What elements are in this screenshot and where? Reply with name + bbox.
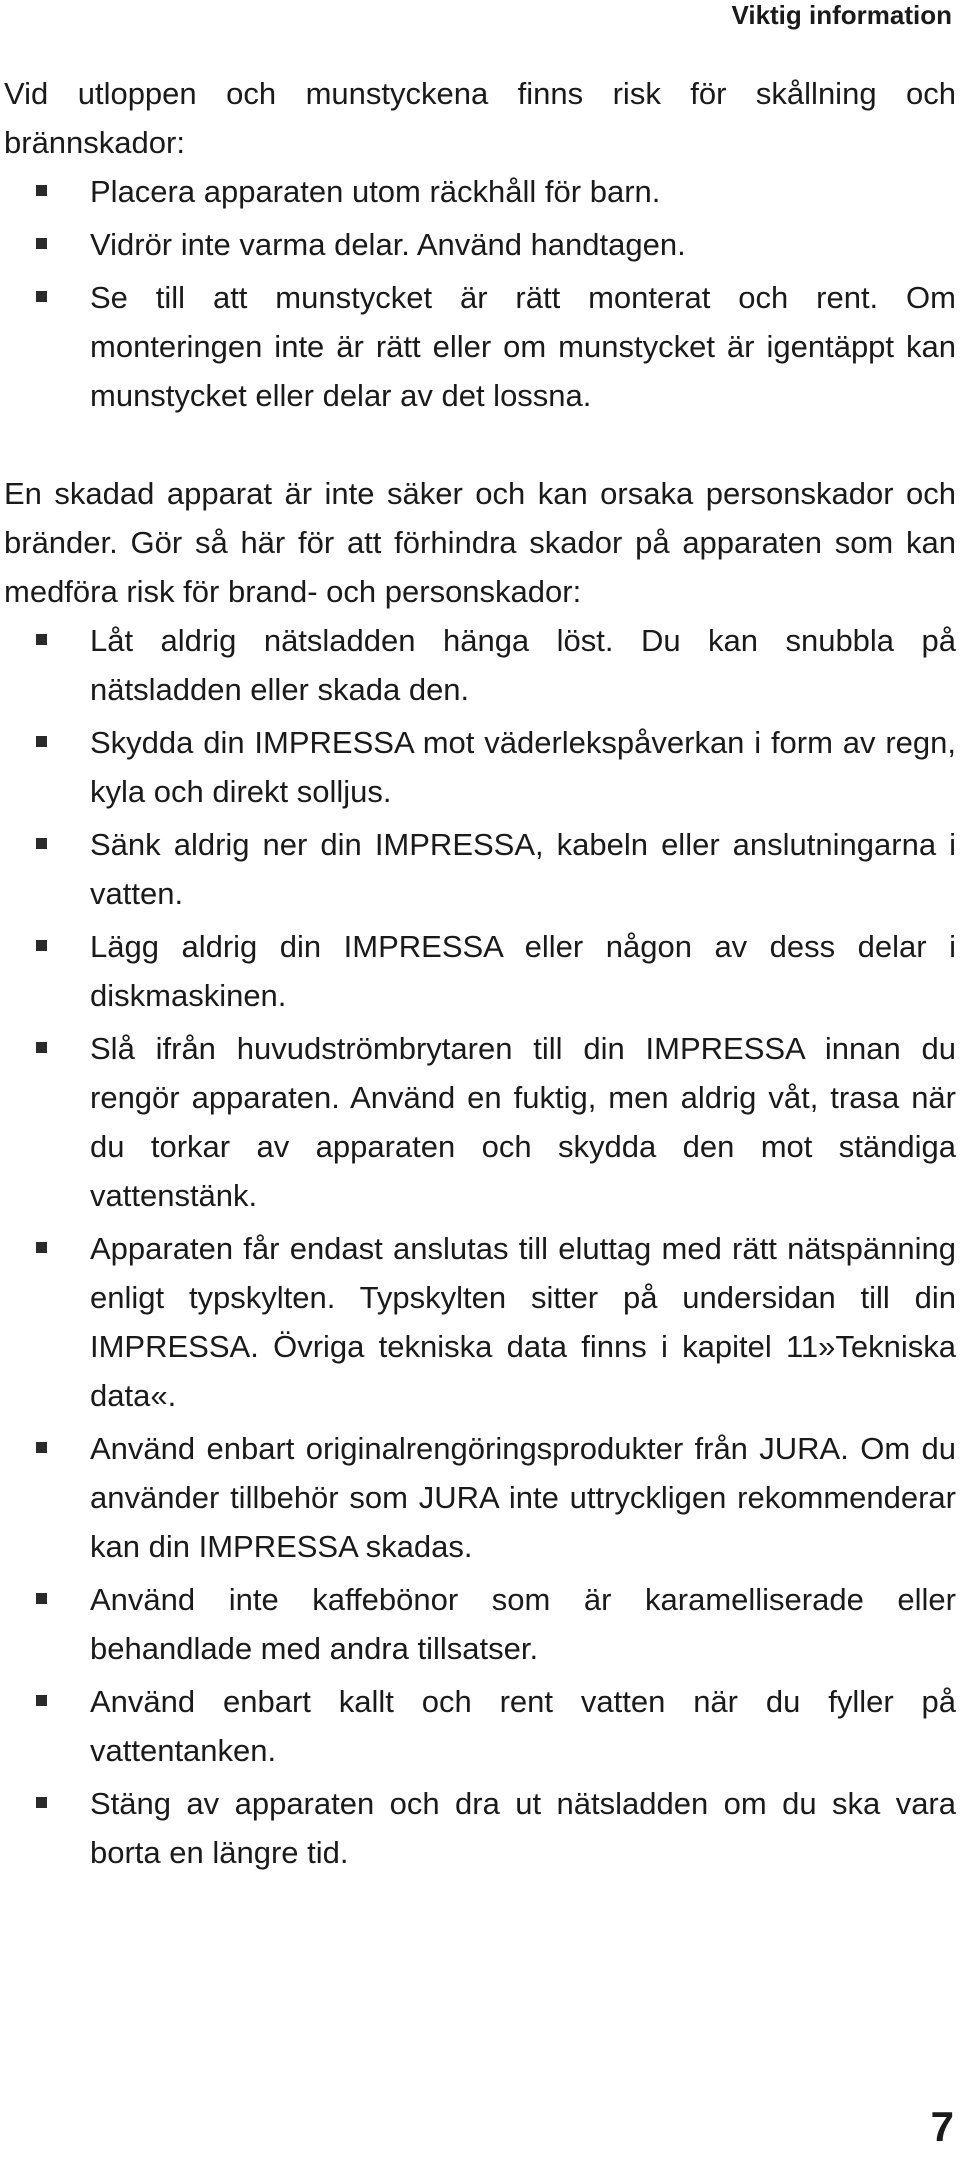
list-item bbox=[4, 1024, 956, 1220]
list-item-text: Stäng av apparaten och dra ut nätsladden om du ska vara borta en längre tid. bbox=[90, 1786, 956, 1870]
square-bullet-icon bbox=[36, 291, 47, 302]
list-item bbox=[4, 718, 956, 816]
list-item-text: Använd inte kaffebönor som är karamelliserade eller behandlade med andra tillsatser. bbox=[90, 1582, 956, 1666]
square-bullet-icon bbox=[36, 1242, 47, 1253]
square-bullet-icon bbox=[36, 238, 47, 249]
list-item-text: Vidrör inte varma delar. Använd handtagen. bbox=[90, 227, 686, 262]
list-item bbox=[4, 273, 956, 420]
list-item bbox=[4, 820, 956, 918]
list-item bbox=[4, 1224, 956, 1420]
page-header-title: Viktig information bbox=[731, 0, 952, 30]
square-bullet-icon bbox=[36, 1797, 47, 1808]
square-bullet-icon bbox=[36, 940, 47, 951]
burn-warning-intro: Vid utloppen och munstyckena finns risk för skållning och brännskador: bbox=[4, 76, 956, 160]
square-bullet-icon bbox=[36, 185, 47, 196]
list-item bbox=[4, 1575, 956, 1673]
list-item-text: Skydda din IMPRESSA mot väderlekspåverkan i form av regn, kyla och direkt solljus. bbox=[90, 725, 956, 809]
square-bullet-icon bbox=[36, 1695, 47, 1706]
document-body bbox=[4, 69, 956, 1877]
list-item bbox=[4, 220, 956, 269]
burn-warning-list bbox=[4, 167, 956, 420]
list-item bbox=[4, 616, 956, 714]
square-bullet-icon bbox=[36, 736, 47, 747]
list-item-text: Slå ifrån huvudströmbrytaren till din IMPRESSA innan du rengör apparaten. Använd en fuktig, men aldrig våt, trasa när du torkar av apparaten och skydda den mot ständiga vattenstänk. bbox=[90, 1031, 956, 1213]
square-bullet-icon bbox=[36, 1442, 47, 1453]
list-item-text: Låt aldrig nätsladden hänga löst. Du kan snubbla på nätsladden eller skada den. bbox=[90, 623, 956, 707]
list-item bbox=[4, 1677, 956, 1775]
list-item-text: Använd enbart originalrengöringsprodukter från JURA. Om du använder tillbehör som JURA inte uttryckligen rekommenderar kan din IMPRESSA skadas. bbox=[90, 1431, 956, 1564]
square-bullet-icon bbox=[36, 1042, 47, 1053]
damage-prevention-list bbox=[4, 616, 956, 1877]
list-item bbox=[4, 922, 956, 1020]
damage-prevention-section bbox=[4, 469, 956, 1877]
square-bullet-icon bbox=[36, 1593, 47, 1604]
list-item-text: Apparaten får endast anslutas till eluttag med rätt nätspänning enligt typskylten. Typskylten sitter på undersidan till din IMPRESSA. Övriga tekniska data finns i kapitel 11»Tekniska data«. bbox=[90, 1231, 956, 1413]
list-item-text: Placera apparaten utom räckhåll för barn. bbox=[90, 174, 661, 209]
list-item-text: Använd enbart kallt och rent vatten när du fyller på vattentanken. bbox=[90, 1684, 956, 1768]
square-bullet-icon bbox=[36, 634, 47, 645]
square-bullet-icon bbox=[36, 838, 47, 849]
list-item-text: Sänk aldrig ner din IMPRESSA, kabeln eller anslutningarna i vatten. bbox=[90, 827, 956, 911]
list-item bbox=[4, 1424, 956, 1571]
list-item-text: Lägg aldrig din IMPRESSA eller någon av dess delar i diskmaskinen. bbox=[90, 929, 956, 1013]
damage-warning-intro: En skadad apparat är inte säker och kan orsaka personskador och bränder. Gör så här för att förhindra skador på apparaten som kan medföra risk för brand- och personskador: bbox=[4, 476, 956, 609]
list-item bbox=[4, 167, 956, 216]
page-number: 7 bbox=[930, 2103, 954, 2150]
list-item bbox=[4, 1779, 956, 1877]
list-item-text: Se till att munstycket är rätt monterat och rent. Om monteringen inte är rätt eller om munstycket är igentäppt kan munstycket eller delar av det lossna. bbox=[90, 280, 956, 413]
